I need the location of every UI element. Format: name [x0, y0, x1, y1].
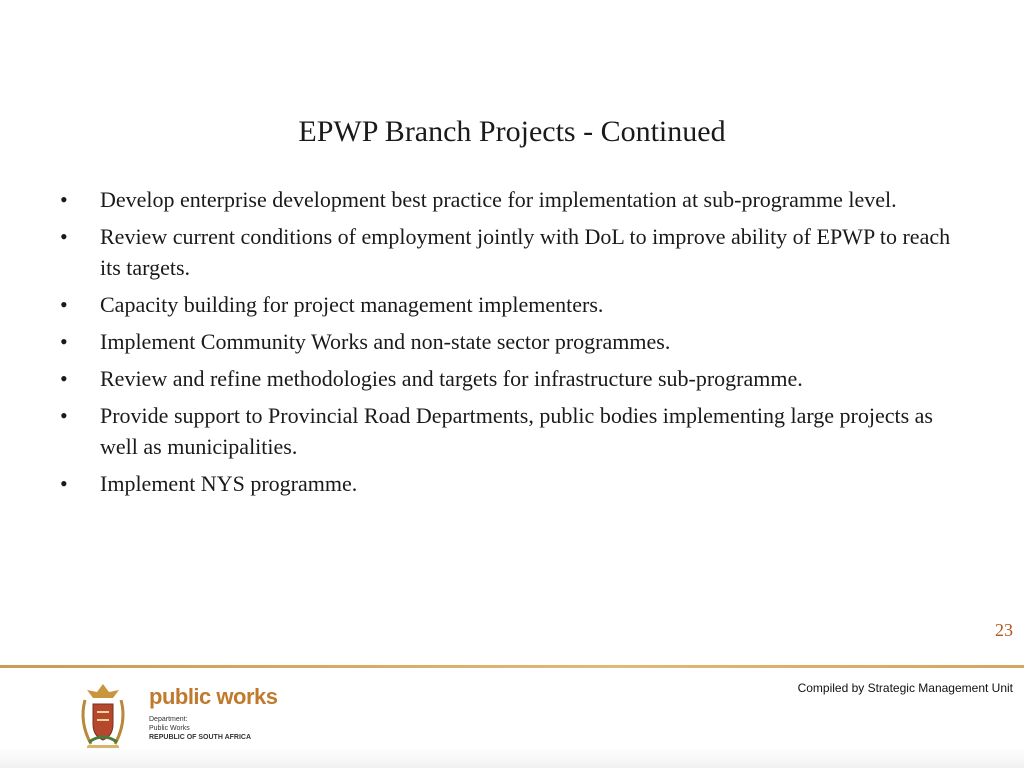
brand-line-department: Department: [149, 716, 188, 723]
footer-divider [0, 665, 1024, 668]
bottom-shade [0, 748, 1024, 768]
bullet-text: Review and refine methodologies and targets for infrastructure sub-programme. [100, 366, 803, 391]
slide-title: EPWP Branch Projects - Continued [298, 115, 726, 148]
bullet-item [60, 400, 970, 462]
bullet-icon: • [60, 292, 68, 317]
bullet-icon: • [60, 224, 68, 249]
bullet-icon: • [60, 403, 68, 428]
bullet-text: Implement NYS programme. [100, 471, 358, 496]
bullet-icon: • [60, 366, 68, 391]
bullet-item [60, 468, 970, 499]
bullet-icon: • [60, 329, 68, 354]
bullet-text: Provide support to Provincial Road Departments, public bodies implementing large projects as well as municipalities. [100, 403, 933, 459]
bullet-item [60, 221, 970, 283]
bullet-item [60, 363, 970, 394]
bullet-text: Develop enterprise development best practice for implementation at sub-programme level. [100, 187, 897, 212]
coat-of-arms-icon [75, 682, 131, 754]
bullet-item [60, 326, 970, 357]
brand-line-public-works: Public Works [149, 725, 190, 732]
bullet-text: Review current conditions of employment jointly with DoL to improve ability of EPWP to reach its targets. [100, 224, 951, 280]
brand-name: public works [149, 684, 278, 709]
bullet-text: Implement Community Works and non-state sector programmes. [100, 329, 671, 354]
public-works-logo [75, 682, 285, 754]
bullet-icon: • [60, 471, 68, 496]
bullet-list [60, 184, 970, 505]
compiled-by-note: Compiled by Strategic Management Unit [797, 681, 1013, 695]
bullet-icon: • [60, 187, 68, 212]
brand-line-country: REPUBLIC OF SOUTH AFRICA [149, 734, 252, 741]
bullet-item [60, 184, 970, 215]
page-number: 23 [995, 620, 1013, 640]
bullet-item [60, 289, 970, 320]
bullet-text: Capacity building for project management implementers. [100, 292, 604, 317]
brand-subtitle [149, 715, 289, 742]
